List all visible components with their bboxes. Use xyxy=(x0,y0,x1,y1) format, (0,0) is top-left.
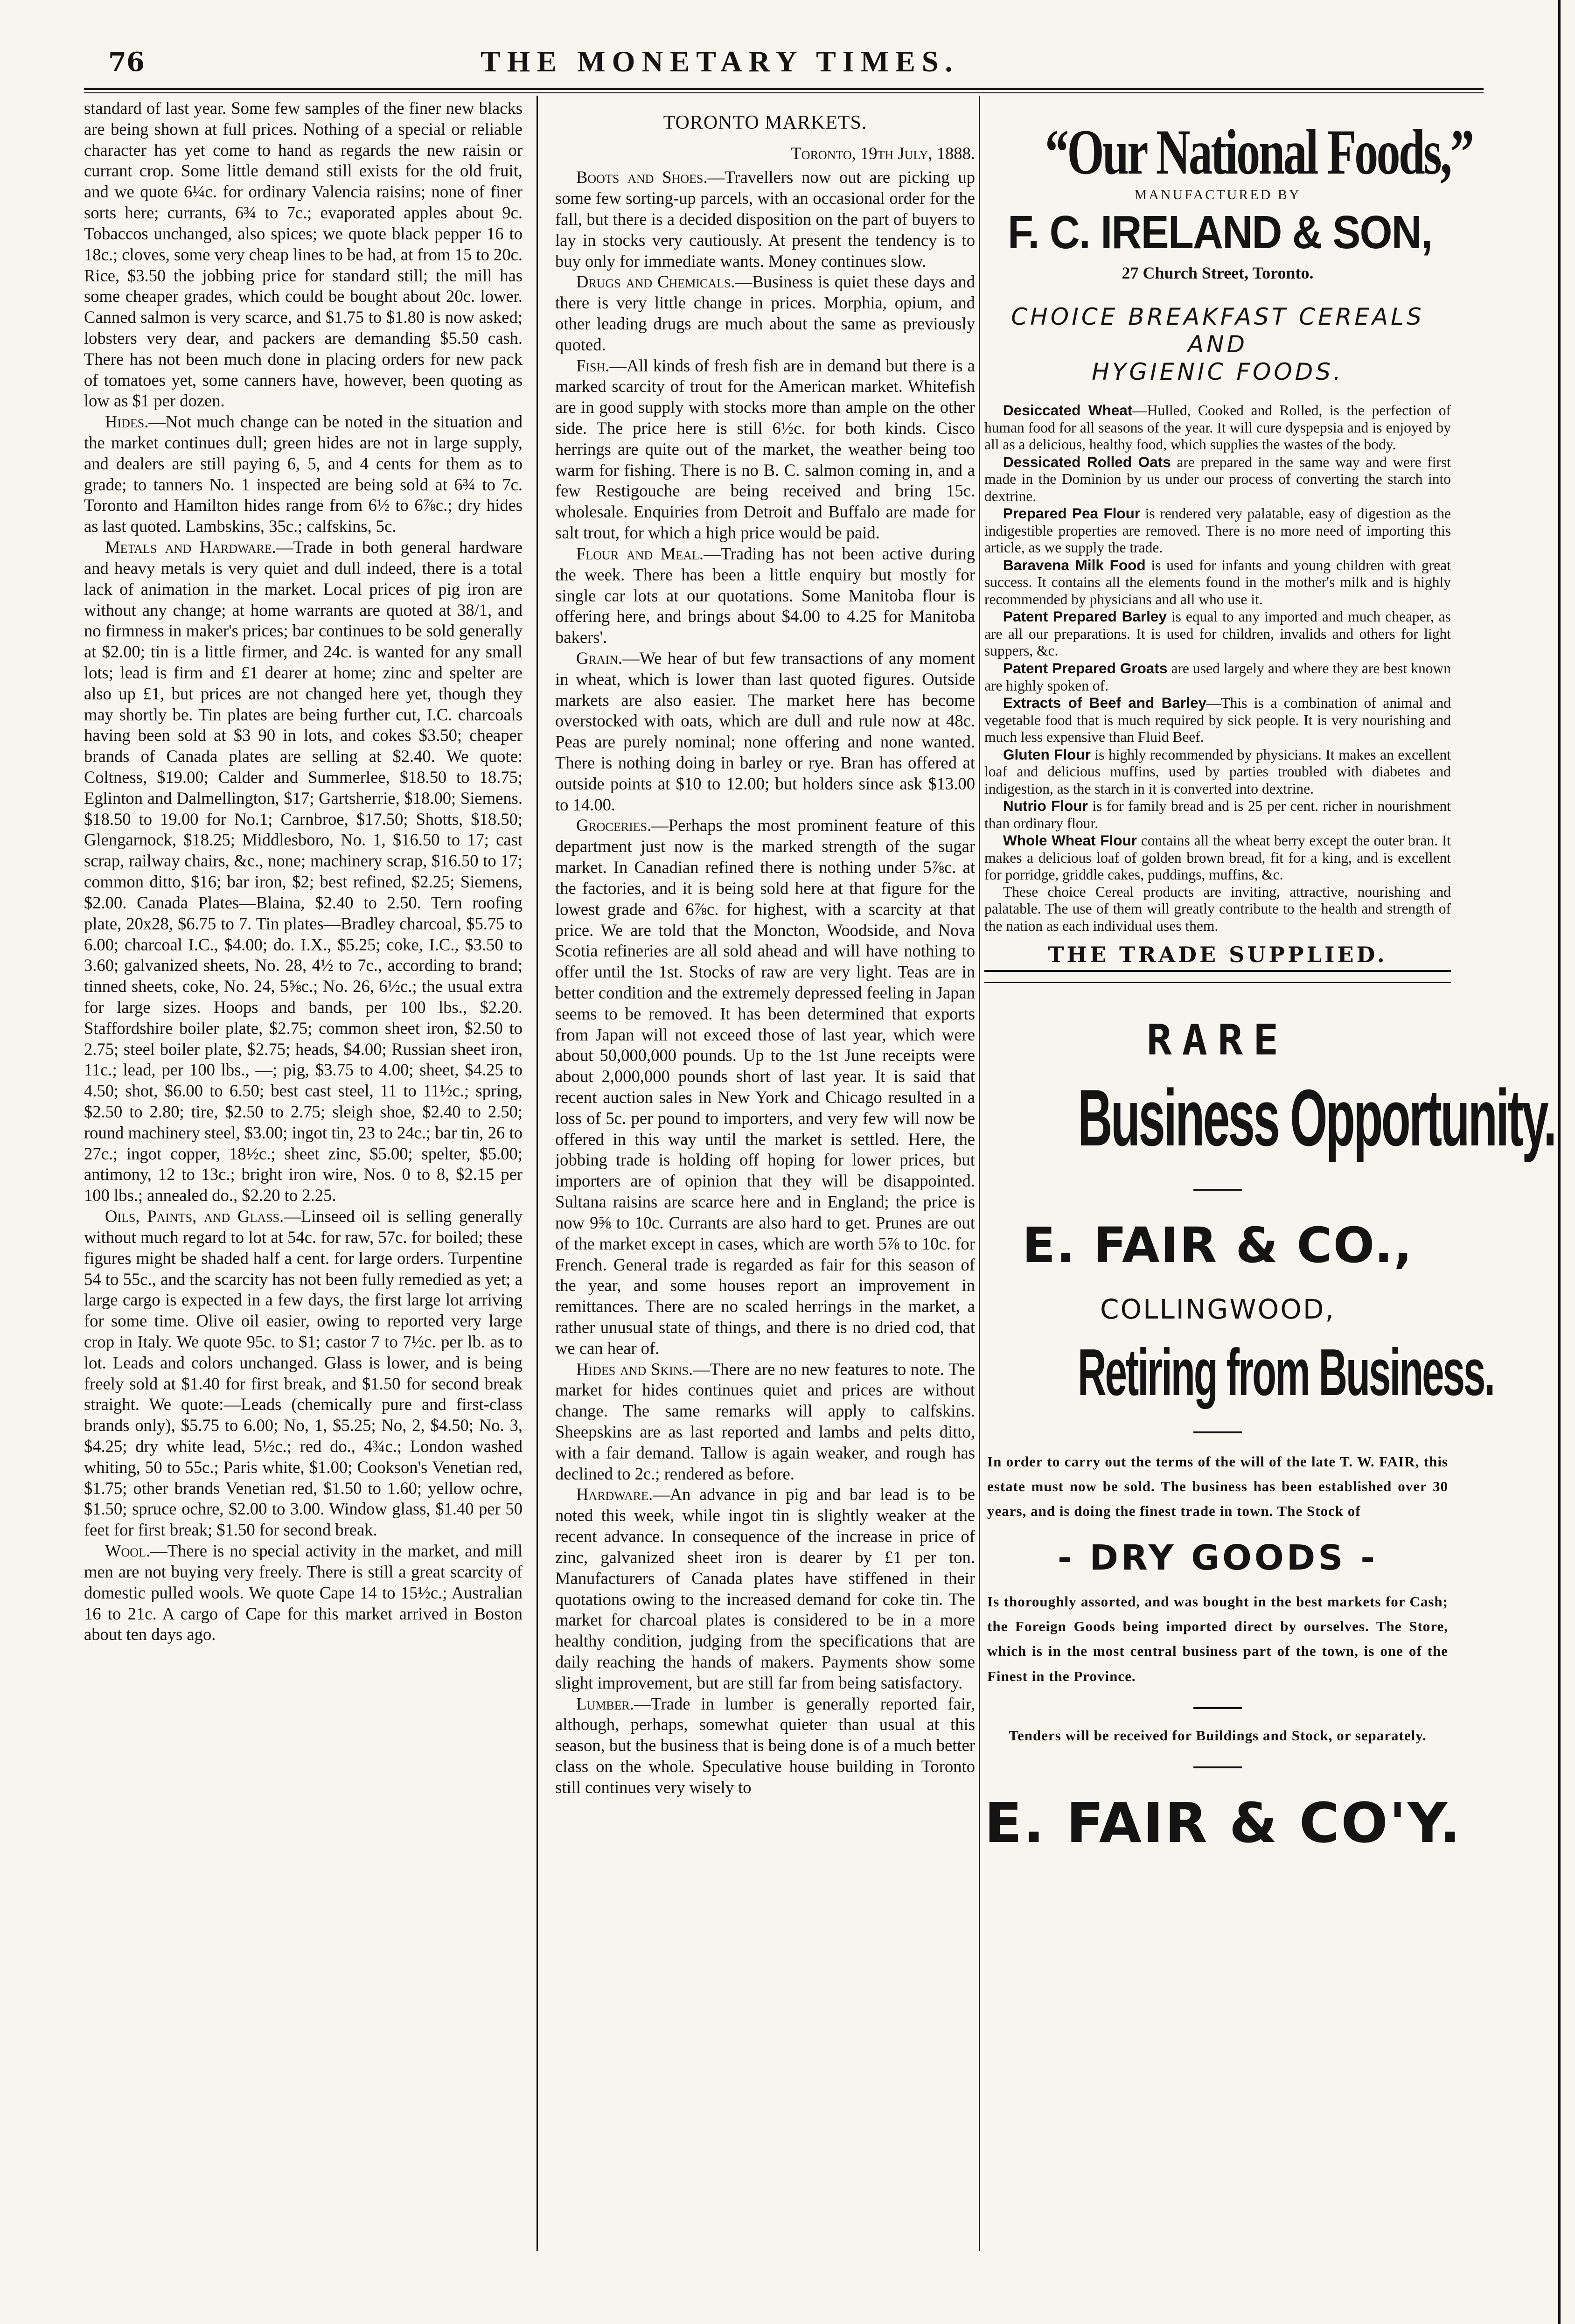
product-name: Extracts of Beef and Barley xyxy=(1003,694,1206,712)
column-divider-1 xyxy=(537,96,538,2251)
paragraph-text: —Not much change can be noted in the situation and the market continues dull; green hides are not in large supply, and dealers are still paying 6, 5, and 4 cents for them as to grade; to tanners No. 1 inspected are being sold at 6¾ to 7c. Toronto and Hamilton hides range from 6½ to 6⅞c.; dry hides as last quoted. Lambskins, 35c.; calfskins, 5c. xyxy=(84,412,523,536)
paragraph-text: standard of last year. Some few samples of the finer new blacks are being shown at full prices. Nothing of a special or reliable character has yet come to hand as regards the new raisin or currant crop. Some little demand still exists for the old fruit, and we quote 6¼c. for ordinary Valencia raisins; none of finer sorts here; currants, 6¾ to 7c.; evaporated apples about 9c. Tobaccos unchanged, also spices; we quote black pepper 16 to 18c.; cloves, some very cheap lines to be had, at from 15 to 20c. Rice, $3.50 the jobbing price for standard still; the mill has some cheaper grades, which could be bought about 20c. lower. Canned salmon is very scarce, and $1.75 to $1.80 is now asked; lobsters very dear, and packers are demanding $5.50 cash. There has not been much done in placing orders for new pack of tomatoes yet, some canners have, however, been quoting as low as $1 per dozen. xyxy=(84,98,523,411)
product-description: are prepared in the same way and were first made in the Dominion by us under our process of converting the starch into dextrine. xyxy=(984,454,1451,504)
section-title: TORONTO MARKETS. xyxy=(663,112,867,133)
ad-rare: RARE xyxy=(1146,1016,1289,1065)
paragraph-heading: Wool. xyxy=(105,1541,151,1561)
ad-address: 27 Church Street, Toronto. xyxy=(1122,264,1314,282)
page-number: 76 xyxy=(108,47,145,77)
product-description: is rendered very palatable, easy of digestion as the indigestible properties are removed. There is no more need of importing this article, as we supply the trade. xyxy=(984,505,1451,556)
ad-tagline-line-2: HYGIENIC FOODS. xyxy=(1092,358,1344,385)
product-name: Gluten Flour xyxy=(1003,746,1091,763)
paragraph-text: —Trading has not been active during the week. There has been a little enquiry but mostly for single car lots at our quotations. Some Manitoba flour is offering here, and brings about $4.00 to 4.25 for Manitoba bakers'. xyxy=(555,544,976,647)
product-name: Desiccated Wheat xyxy=(1003,402,1133,419)
ad-tagline-line-1: CHOICE BREAKFAST CEREALS AND xyxy=(1011,303,1424,358)
paragraph-hides xyxy=(84,412,523,537)
ad-tenders-text: Tenders will be received for Buildings and Stock, or separately. xyxy=(1009,1727,1427,1744)
paragraph-heading: Boots and Shoes. xyxy=(576,167,708,187)
product-description: is for family bread and is 25 per cent. richer in nourishment than ordinary flour. xyxy=(984,798,1451,831)
page-edge-line xyxy=(1558,0,1561,2324)
paragraph-flour xyxy=(555,544,975,648)
ad-retiring: Retiring from Business. xyxy=(1078,1335,1494,1410)
product-description: —Hulled, Cooked and Rolled, is the perfection of human food for all seasons of the year. It will cure dyspepsia and is enjoyed by all as a delicious, healthy food, which supplies the wastes of the body. xyxy=(984,402,1451,453)
short-divider xyxy=(1193,1431,1242,1433)
paragraph-heading: Groceries. xyxy=(576,816,652,835)
column-2-toronto-markets xyxy=(555,98,975,1798)
product-item xyxy=(984,454,1451,505)
product-item xyxy=(984,832,1451,884)
ad-separator-rule-thin xyxy=(984,982,1451,983)
header-rule-bottom xyxy=(84,92,1484,93)
product-description: is used for infants and young children with great success. It contains all the elements found in the mother's milk and is highly recommended by physicians and all who use it. xyxy=(984,557,1451,607)
product-name: Prepared Pea Flour xyxy=(1003,505,1141,522)
dateline: Toronto, 19th July, 1888. xyxy=(791,144,975,163)
paragraph-heading: Metals and Hardware. xyxy=(105,537,276,557)
ad-details-text: Is thoroughly assorted, and was bought in the best markets for Cash; the Foreign Goods being imported direct by ourselves. The Store, which is in the most central business part of the town, is one of the Finest in the Province. xyxy=(987,1593,1448,1684)
paragraph-heading: Hides. xyxy=(105,412,149,432)
paragraph-wool xyxy=(84,1541,523,1645)
paragraph-lumber xyxy=(555,1694,975,1798)
product-item xyxy=(984,746,1451,798)
short-divider xyxy=(1193,1189,1242,1191)
paragraph-heading: Hides and Skins. xyxy=(576,1359,693,1379)
paragraph-boots xyxy=(555,167,975,272)
paragraph-heading: Fish. xyxy=(576,356,610,375)
masthead: THE MONETARY TIMES. xyxy=(481,45,959,78)
ad-firm-name: E. FAIR & CO., xyxy=(1022,1216,1413,1274)
short-divider xyxy=(1193,1707,1242,1709)
short-divider xyxy=(1193,1766,1242,1768)
product-name: Dessicated Rolled Oats xyxy=(1003,453,1171,470)
ad-trade-supplied: THE TRADE SUPPLIED. xyxy=(1048,942,1387,968)
paragraph-drugs xyxy=(555,272,975,355)
product-name: Patent Prepared Groats xyxy=(1003,659,1168,677)
paragraph-oils xyxy=(84,1206,523,1541)
product-description: contains all the wheat berry except the outer bran. It makes a delicious loaf of golden brown bread, fit for a king, and is excellent for porridge, griddle cakes, puddings, muffins, &c. xyxy=(984,832,1451,883)
paragraph-heading: Flour and Meal. xyxy=(576,544,704,563)
ad-signature: E. FAIR & CO'Y. xyxy=(984,1791,1462,1856)
ad-headline: Business Opportunity. xyxy=(1078,1073,1555,1163)
paragraph-text: —An advance in pig and bar lead is to be noted this week, while ingot tin is slightly weaker at the recent advance. In consequence of the increase in price of zinc, galvanized sheet iron is dearer by £1 per ton. Manufacturers of Canada plates have stiffened in their quotations owing to the increased demand for coke tin. The market for charcoal plates is considered to be in a more healthy condition, judging from the specifications that are daily reaching the hands of makers. Payments show some slight improvement, but are still far from being satisfactory. xyxy=(555,1485,975,1692)
paragraph-text: —Trade in both general hardware and heavy metals is very quiet and dull indeed, there is a total lack of animation in the market. Local prices of pig iron are without any change; at home warrants are quoted at 38/1, and no firmness in maker's prices; bar continues to be sold generally at $2.00; tin is a little firmer, and 24c. is wanted for any small lots; lead is firm and £1 dearer at home; zinc and spelter are also up £1, but prices are not changed here yet, though they may shortly be. Tin plates are being further cut, I.C. charcoals having been sold at $3 90 in lots, and cokes $3.50; cheaper brands of Canada plates are selling at $2.40. We quote: Coltness, $19.00; Calder and Summerlee, $18.50 to 18.75; Eglinton and Dalmellington, $17; Gartsherrie, $18.00; Siemens. $18.50 to 19.00 for No.1; Carnbroe, $17.50; Shotts, $18.50; Glengarnock, $18.25; Middlesboro, No. 1, $16.50 to 17; cast scrap, railway chairs, &c., none; machinery scrap, $16.50 to 17; common ditto, $16; bar iron, $2; best refined, $2.25; Siemens, $2.00. Canada Plates—Blaina, $2.40 to 2.50. Tern roofing plate, 20x28, $6.75 to 7. Tin plates—Bradley charcoal, $5.75 to 6.00; charcoal I.C., $4.00; do. I.X., $5.25; coke, I.C., $3.50 to 3.60; galvanized sheets, No. 28, 4½ to 7c., according to brand; tinned sheets, coke, No. 24, 5⅝c.; No. 26, 6½c.; the usual extra for large sizes. Hoops and bands, per 100 lbs., $2.20. Staffordshire boiler plate, $2.75; common sheet iron, $2.50 to 2.75; steel boiler plate, $2.75; heads, $4.00; Russian sheet iron, 11c.; lead, per 100 lbs., —; pig, $3.75 to 4.00; sheet, $4.25 to 4.50; shot, $6.00 to 6.50; best cast steel, 11 to 11½c.; spring, $2.50 to 2.80; tire, $2.50 to 2.75; sleigh shoe, $2.40 to 2.50; round machinery steel, $3.00; ingot tin, 23 to 24c.; bar tin, 26 to 27c.; ingot copper, 18½c.; sheet zinc, $5.00; spelter, $5.00; antimony, 12 to 13c.; bright iron wire, Nos. 0 to 8, $2.15 per 100 lbs.; annealed do., $2.20 to 2.25. xyxy=(84,537,523,1205)
paragraph-text: —We hear of but few transactions of any moment in wheat, which is lower than last quoted figures. Outside markets are also easier. The market here has become overstocked with oats, which are dull and rule now at 48c. Peas are purely nominal; none offering and none wanted. There is nothing doing in barley or rye. Bran has offered at outside points at $10 to 12.00; but holders since ask $13.00 to 14.00. xyxy=(555,648,975,814)
header-rule-top xyxy=(84,88,1484,90)
column-divider-2 xyxy=(979,96,980,2251)
product-closing-text: These choice Cereal products are inviting, attractive, nourishing and palatable. The use of them will greatly contribute to the health and strength of the nation as each individual uses them. xyxy=(984,883,1451,934)
paragraph-metals xyxy=(84,537,523,1206)
ad-title: “Our National Foods,” xyxy=(1045,116,1473,188)
paragraph-fish xyxy=(555,356,975,544)
ad-town: COLLINGWOOD, xyxy=(1100,1293,1335,1325)
product-description: is equal to any imported and much cheaper, as are all our preparations. It is used for children, invalids and others for light suppers, &c. xyxy=(984,608,1451,659)
paragraph-text: —Travellers now out are picking up some few sorting-up parcels, with an occasional order for the fall, but there is a decided disposition on the part of buyers to lay in stocks very cautiously. At present the tendency is to buy only for immediate wants. Money continues slow. xyxy=(555,167,975,271)
product-item xyxy=(984,694,1451,746)
paragraph-text: —All kinds of fresh fish are in demand but there is a marked scarcity of trout for the American market. Whitefish are in good supply with stocks more than ample on the other side. The price here is still 6½c. for both kinds. Cisco herrings are quite out of the market, the weather being too warm for fishing. There is no B. C. salmon coming in, and a few Restigouche are being received and bring 15c. wholesale. Enquiries from Detroit and Buffalo are made for salt trout, for which a high price would be paid. xyxy=(555,356,975,543)
paragraph-continuation xyxy=(84,98,523,412)
paragraph-text: —There is no special activity in the market, and mill men are not buying very freely. There is still a great scarcity of domestic pulled wools. We quote Cape 14 to 15½c.; Australian 16 to 21c. A cargo of Cape for this market arrived in Boston about ten days ago. xyxy=(84,1541,523,1644)
product-item xyxy=(984,505,1451,557)
product-list xyxy=(984,402,1451,935)
paragraph-groceries xyxy=(555,815,975,1359)
ad-company-name: F. C. IRELAND & SON, xyxy=(1008,206,1432,258)
paragraph-grain xyxy=(555,648,975,816)
ad-dry-goods: - DRY GOODS - xyxy=(1058,1537,1378,1578)
ad-separator-rule xyxy=(984,970,1451,972)
paragraph-text: —Business is quiet these days and there is very little change in prices. Morphia, opium, and other leading drugs are much about the same as previously quoted. xyxy=(555,272,975,354)
paragraph-heading: Grain. xyxy=(576,648,623,668)
paragraph-heading: Hardware. xyxy=(576,1485,653,1504)
product-name: Patent Prepared Barley xyxy=(1003,608,1167,625)
paragraph-heading: Oils, Paints, and Glass. xyxy=(105,1207,284,1226)
ad-tagline xyxy=(984,303,1451,386)
product-description: is highly recommended by physicians. It makes an excellent loaf and delicious muffins, used by parties troubled with diabetes and indigestion, as the starch in it is converted into dextrine. xyxy=(984,746,1451,797)
product-item xyxy=(984,608,1451,660)
product-description: are used largely and where they are best known are highly spoken of. xyxy=(984,660,1451,694)
product-closing xyxy=(984,884,1451,935)
product-item xyxy=(984,557,1451,608)
paragraph-hides-skins xyxy=(555,1359,975,1485)
product-item xyxy=(984,402,1451,454)
column-1-article xyxy=(84,98,523,1645)
product-name: Baravena Milk Food xyxy=(1003,556,1146,573)
paragraph-text: —Perhaps the most prominent feature of this department just now is the marked strength of the sugar market. In Canadian refined there is nothing under 5⅞c. at the factories, and it is being sold here at that figure for the lowest grade and 6⅞c. for highest, with a scarcity at that price. We are told that the Moncton, Woodside, and Nova Scotia refineries are all sold ahead and will have nothing to offer until the 1st. Stocks of raw are very light. Teas are in better condition and the extremely depressed feeling in Japan seems to be removed. It has been determined that exports from Japan will not exceed those of last year, which were about 50,000,000 pounds. Up to the 1st June receipts were about 2,000,000 pounds short of last year. It is said that recent auction sales in New York and Chicago resulted in a loss of 5c. per pound to importers, and very few will now be offered in this way until the market is settled. Here, the jobbing trade is holding off hoping for lower prices, but importers are of opinion that they will be disappointed. Sultana raisins are scarce here and in England; the price is now 9⅝ to 10c. Currants are also hard to get. Prunes are out of the market except in cases, which are worth 5⅞ to 10c. for French. General trade is regarded as fair for this season of the year, and some houses report an improvement in remittances. There are no scaled herrings in the market, a rather unusual state of things, and there is no dried cod, that we can hear of. xyxy=(555,816,975,1358)
paragraph-heading: Lumber. xyxy=(576,1694,634,1713)
product-name: Whole Wheat Flour xyxy=(1003,832,1137,849)
product-item xyxy=(984,660,1451,694)
advertisements-column xyxy=(984,98,1555,1856)
product-name: Nutrio Flour xyxy=(1003,797,1088,815)
paragraph-text: —Linseed oil is selling generally without much regard to lot at 54c. for raw, 57c. for boiled; these figures might be shaded half a cent. for large orders. Turpentine 54 to 55c., and the scarcity has not been fully remedied as yet; a large cargo is expected in a few days, the first large lot arriving for some time. Olive oil easier, owing to reported very large crop in Italy. We quote 95c. to $1; castor 7 to 7½c. per lb. as to lot. Leads and colors unchanged. Glass is lower, and is being freely sold at $1.40 for first break, and $1.50 for second break straight. We quote:—Leads (chemically pure and first-class brands only), $5.75 to 6.00; No, 1, $5.25; No, 2, $4.50; No. 3, $4.25; dry white lead, 5½c.; red do., 4¾c.; London washed whiting, 50 to 55c.; Paris white, $1.00; Cookson's Venetian red, $1.75; other brands Venetian red, $1.50 to 1.60; yellow ochre, $1.50; spruce ochre, $2.00 to 3.00. Window glass, $1.40 per 50 feet for first break; $1.50 for second break. xyxy=(84,1207,523,1540)
paragraph-heading: Drugs and Chemicals. xyxy=(576,272,735,292)
paragraph-text: —There are no new features to note. The market for hides continues quiet and prices are without change. The same remarks will apply to calfskins. Sheepskins are as last reported and lambs and pelts ditto, with a fair demand. Tallow is again weaker, and rough has declined to 2c.; rendered as before. xyxy=(555,1359,976,1483)
paragraph-text: —Trade in lumber is generally reported fair, although, perhaps, somewhat quieter than usual at this season, but the business that is being done is of a much better class on the whole. Speculative house building in Toronto still continues very wisely to xyxy=(555,1694,975,1797)
ad-intro-text: In order to carry out the terms of the will of the late T. W. FAIR, this estate must now be sold. The business has been established over 30 years, and is doing the finest trade in town. The Stock of xyxy=(987,1453,1448,1520)
product-description: —This is a combination of animal and vegetable food that is much required by sick people. It is very nourishing and much less expensive than Fluid Beef. xyxy=(984,695,1451,746)
ad-manufactured-by: MANUFACTURED BY xyxy=(1134,187,1301,202)
product-item xyxy=(984,797,1451,832)
paragraph-hardware xyxy=(555,1484,975,1693)
